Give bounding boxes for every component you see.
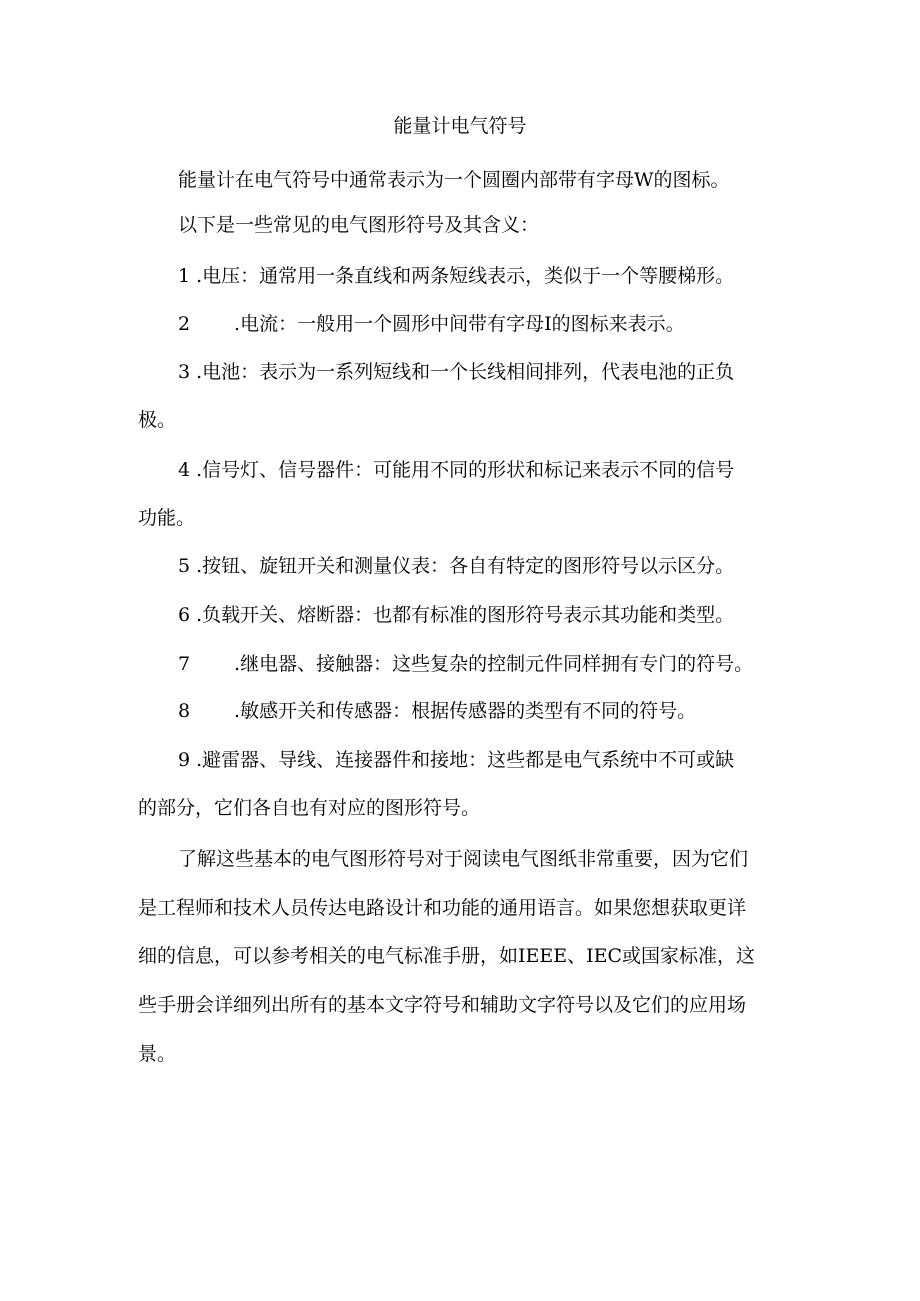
intro-paragraph: 能量计在电气符号中通常表示为一个圆圈内部带有字母W的图标。 [178,169,730,191]
list-item-6 [178,601,734,629]
list-item-2 [178,310,685,338]
list-item-4-continuation: 功能。 [138,507,196,529]
item-text: .避雷器、导线、连接器件和接地：这些都是电气系统中不可或缺 [196,749,735,771]
closing-paragraph-line-2: 是工程师和技术人员传达电路设计和功能的通用语言。如果您想获取更详 [138,897,747,919]
page-title: 能量计电气符号 [393,115,527,137]
item-number: 5 [178,555,191,577]
list-item-8 [178,697,696,725]
list-item-5 [178,552,734,580]
item-number: 1 [178,265,191,287]
list-item-1 [178,262,734,290]
item-number: 2 [178,313,191,335]
item-text: .敏感开关和传感器：根据传感器的类型有不同的符号。 [234,700,697,722]
item-text: .继电器、接触器：这些复杂的控制元件同样拥有专门的符号。 [234,653,754,675]
closing-paragraph-line-1: 了解这些基本的电气图形符号对于阅读电气图纸非常重要，因为它们 [178,848,749,870]
closing-paragraph-line-5: 景。 [138,1043,177,1065]
item-text: .电流：一般用一个圆形中间带有字母I的图标来表示。 [234,313,685,335]
item-number: 7 [178,653,191,675]
item-text: .电池：表示为一系列短线和一个长线相间排列，代表电池的正负 [196,361,735,383]
item-text: .电压：通常用一条直线和两条短线表示，类似于一个等腰梯形。 [196,265,735,287]
closing-paragraph-line-4: 些手册会详细列出所有的基本文字符号和辅助文字符号以及它们的应用场 [138,994,747,1016]
item-text: .按钮、旋钮开关和测量仪表：各自有特定的图形符号以示区分。 [196,555,735,577]
item-number: 6 [178,604,191,626]
item-text: .信号灯、信号器件：可能用不同的形状和标记来表示不同的信号 [196,459,735,481]
list-item-3 [178,358,734,386]
item-number: 9 [178,749,191,771]
item-number: 3 [178,361,191,383]
item-number: 4 [178,459,191,481]
list-item-3-continuation: 极。 [138,409,177,431]
list-item-4 [178,456,734,484]
list-item-9 [178,746,734,774]
closing-paragraph-line-3: 细的信息，可以参考相关的电气标准手册，如IEEE、IEC或国家标准，这 [138,945,756,967]
list-intro: 以下是一些常见的电气图形符号及其含义： [178,214,540,236]
item-number: 8 [178,700,191,722]
list-item-9-continuation: 的部分，它们各自也有对应的图形符号。 [138,797,481,819]
list-item-7 [178,650,753,678]
item-text: .负载开关、熔断器：也都有标准的图形符号表示其功能和类型。 [196,604,735,626]
